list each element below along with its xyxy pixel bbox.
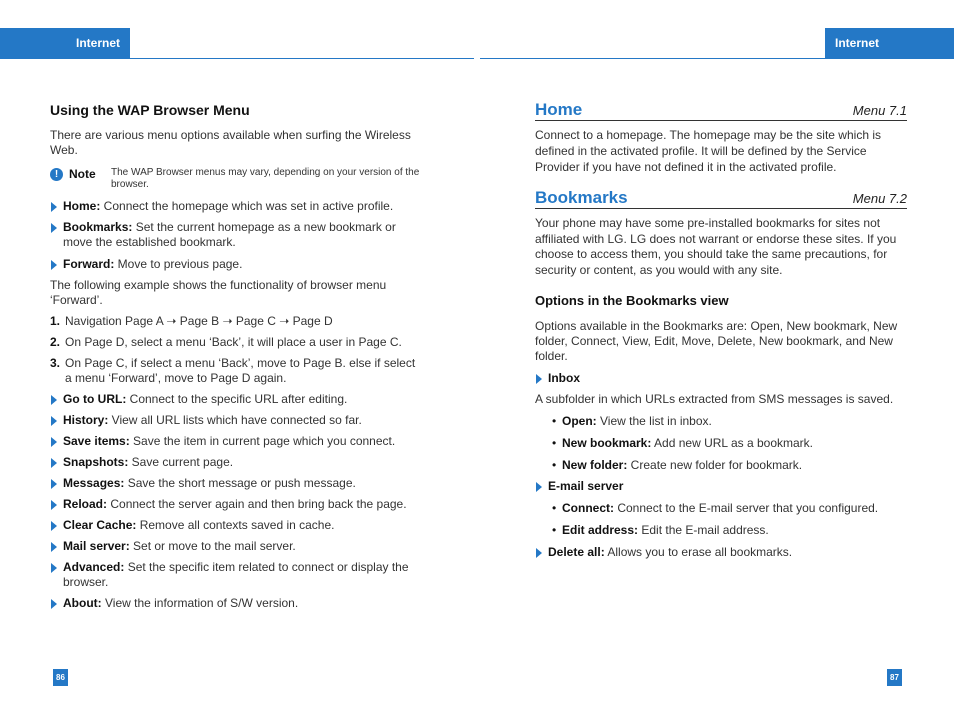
list-item-advanced: Advanced: Set the specific item related to connect or display the browser. xyxy=(50,560,422,590)
header-tab-left-label: Internet xyxy=(76,36,121,50)
note-label: Note xyxy=(69,167,96,181)
bookmarks-menu-number: Menu 7.2 xyxy=(852,191,907,206)
bookmarks-section-header xyxy=(535,189,907,209)
bullet-new-bookmark: • New bookmark: Add new URL as a bookmark. xyxy=(535,436,907,451)
example-paragraph: The following example shows the functionality of browser menu ‘Forward’. xyxy=(50,278,387,307)
inbox-paragraph: A subfolder in which URLs extracted from SMS messages is saved. xyxy=(535,392,894,406)
list-item-mail-server: Mail server: Set or move to the mail server. xyxy=(50,539,422,554)
list-item-save-items: Save items: Save the item in current page which you connect. xyxy=(50,434,422,449)
list-item-delete-all: Delete all: Allows you to erase all bookmarks. xyxy=(535,545,907,560)
list-item-home: Home: Connect the homepage which was set in active profile. xyxy=(50,199,422,214)
list-item-forward: Forward: Move to previous page. xyxy=(50,257,422,272)
note-text: The WAP Browser menus may vary, depending on your version of the browser. xyxy=(111,167,420,190)
step-1: 1. Navigation Page A ➝ Page B ➝ Page C ➝ Page D xyxy=(50,314,333,328)
list-item-clear-cache: Clear Cache: Remove all contexts saved in cache. xyxy=(50,518,422,533)
right-page-content xyxy=(535,101,907,560)
header-rule-left xyxy=(130,58,474,59)
bookmarks-paragraph: Your phone may have some pre-installed bookmarks for sites not affiliated with LG. LG does not warrant or endorse these sites. If you choose to access them, you should take the same precautions, for security or content, as you would with any site. xyxy=(535,216,897,277)
section-title-wap-menu: Using the WAP Browser Menu xyxy=(50,102,250,118)
bullet-new-folder: • New folder: Create new folder for bookmark. xyxy=(535,458,907,473)
step-3: 3. On Page C, if select a menu ‘Back’, move to Page B. else if select a menu ‘Forward’, move to Page D again. xyxy=(50,356,416,385)
bullet-open: • Open: View the list in inbox. xyxy=(535,414,907,429)
list-item-history: History: View all URL lists which have connected so far. xyxy=(50,413,422,428)
home-title: Home xyxy=(535,100,583,119)
list-item-go-to-url: Go to URL: Connect to the specific URL after editing. xyxy=(50,392,422,407)
options-title: Options in the Bookmarks view xyxy=(535,293,729,308)
bullet-edit-address: • Edit address: Edit the E-mail address. xyxy=(535,523,907,538)
home-section-header xyxy=(535,101,907,121)
header-tab-right-label: Internet xyxy=(835,36,880,50)
bullet-connect: • Connect: Connect to the E-mail server that you configured. xyxy=(535,501,907,516)
header-tab-right xyxy=(825,28,954,59)
list-item-bookmarks: Bookmarks: Set the current homepage as a new bookmark or move the established bookmark. xyxy=(50,220,422,250)
list-item-email-server: E-mail server xyxy=(535,479,907,494)
list-item-snapshots: Snapshots: Save current page. xyxy=(50,455,422,470)
bookmarks-title: Bookmarks xyxy=(535,188,628,207)
options-paragraph: Options available in the Bookmarks are: Open, New bookmark, New folder, Connect, View, Edit, Move, Delete, New bookmark, and New folder. xyxy=(535,319,898,363)
list-item-reload: Reload: Connect the server again and then bring back the page. xyxy=(50,497,422,512)
header-rule-right xyxy=(480,58,825,59)
list-item-inbox: Inbox xyxy=(535,371,907,386)
page-number-right: 87 xyxy=(887,669,902,686)
page-number-left: 86 xyxy=(53,669,68,686)
list-item-messages: Messages: Save the short message or push message. xyxy=(50,476,422,491)
intro-paragraph: There are various menu options available when surfing the Wireless Web. xyxy=(50,128,411,157)
home-menu-number: Menu 7.1 xyxy=(852,103,907,118)
left-page-content xyxy=(50,101,422,611)
list-item-about: About: View the information of S/W version. xyxy=(50,596,422,611)
note-box xyxy=(50,167,422,191)
home-paragraph: Connect to a homepage. The homepage may be the site which is defined in the activated profile. It will be defined by the Service Provider if you have not defined it in the activated profile. xyxy=(535,128,881,174)
step-2: 2. On Page D, select a menu ‘Back’, it will place a user in Page C. xyxy=(50,335,402,349)
info-icon: ! xyxy=(50,168,63,181)
header-tab-left xyxy=(0,28,130,59)
